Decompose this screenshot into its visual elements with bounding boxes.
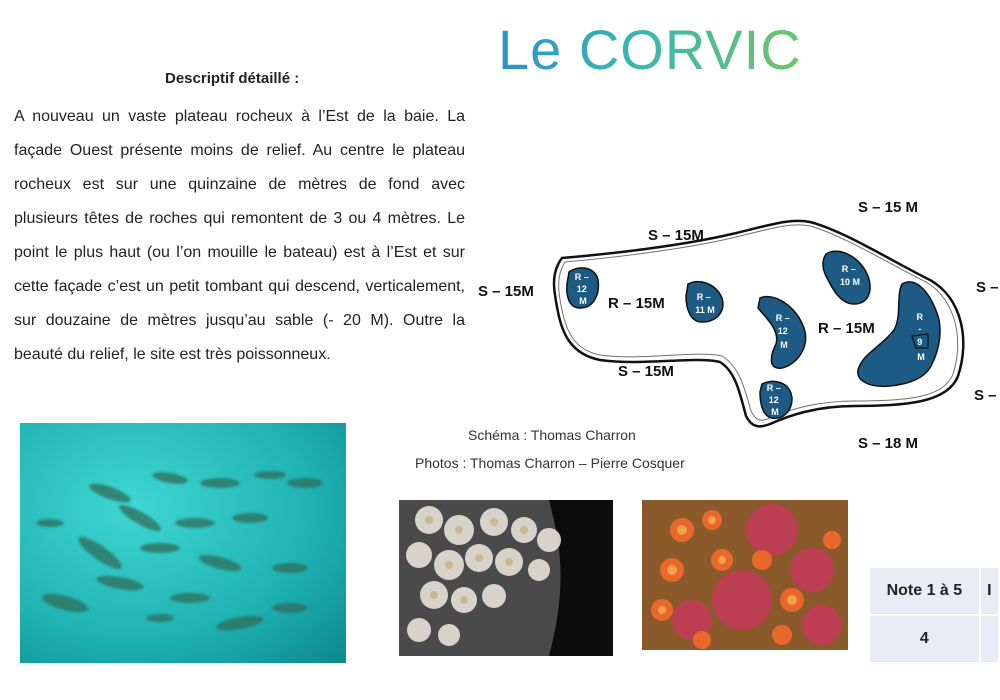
rating-table xyxy=(868,566,1000,664)
depth-label-west: S – 15M xyxy=(478,283,534,300)
depth-label-north-right: S – 15 M xyxy=(858,199,919,216)
description-heading: Descriptif détaillé : xyxy=(165,70,300,87)
depth-label-south-left: S – 15M xyxy=(618,363,674,380)
depth-label-inner-left: R – 15M xyxy=(608,295,665,312)
red-anemones-photo xyxy=(642,500,848,650)
rock-r1-label: R – 12 M xyxy=(574,272,589,306)
rock-r5-label: R - 9 M xyxy=(916,312,925,362)
schema-credit: Schéma : Thomas Charron xyxy=(468,427,636,443)
description-body: A nouveau un vaste plateau rocheux à l’Est de la baie. La façade Ouest présente moins de relief. Au centre le plateau rocheux est sur une quinzaine de mètres de fond avec plusieurs têtes de roches qui remontent de 3 ou 4 mètres. Le point le plus haut (ou l’on mouille le bateau) est à l’Est et sur cette façade c’est un petit tombant qui descend, verticalement, sur douzaine de mètres jusqu’au sable (- 20 M). Outre la beauté du relief, le site est très poissonneux. xyxy=(14,108,465,363)
depth-label-east-upper: S – xyxy=(976,279,999,296)
white-anemones-photo xyxy=(399,500,613,656)
rating-next-header: I xyxy=(980,567,999,615)
page-title: Le CORVIC xyxy=(498,18,802,81)
rock-r2-label: R – 11 M xyxy=(695,292,715,315)
depth-label-south-right: S – 18 M xyxy=(858,435,919,452)
photo-credit: Photos : Thomas Charron – Pierre Cosquer xyxy=(415,455,685,471)
depth-label-inner-right: R – 15M xyxy=(818,320,875,337)
depth-label-north-left: S – 15M xyxy=(648,227,704,244)
school-of-fish-photo xyxy=(20,423,346,663)
rating-next-cell xyxy=(980,615,999,663)
rock-r4-label: R – 10 M xyxy=(839,264,861,287)
rock-r6-label: R – 12 M xyxy=(766,383,781,417)
rock-r3-label: R – 12 M xyxy=(775,313,790,350)
depth-label-east-lower: S – xyxy=(974,387,997,404)
rating-header: Note 1 à 5 xyxy=(869,567,980,615)
rating-value: 4 xyxy=(869,615,980,663)
